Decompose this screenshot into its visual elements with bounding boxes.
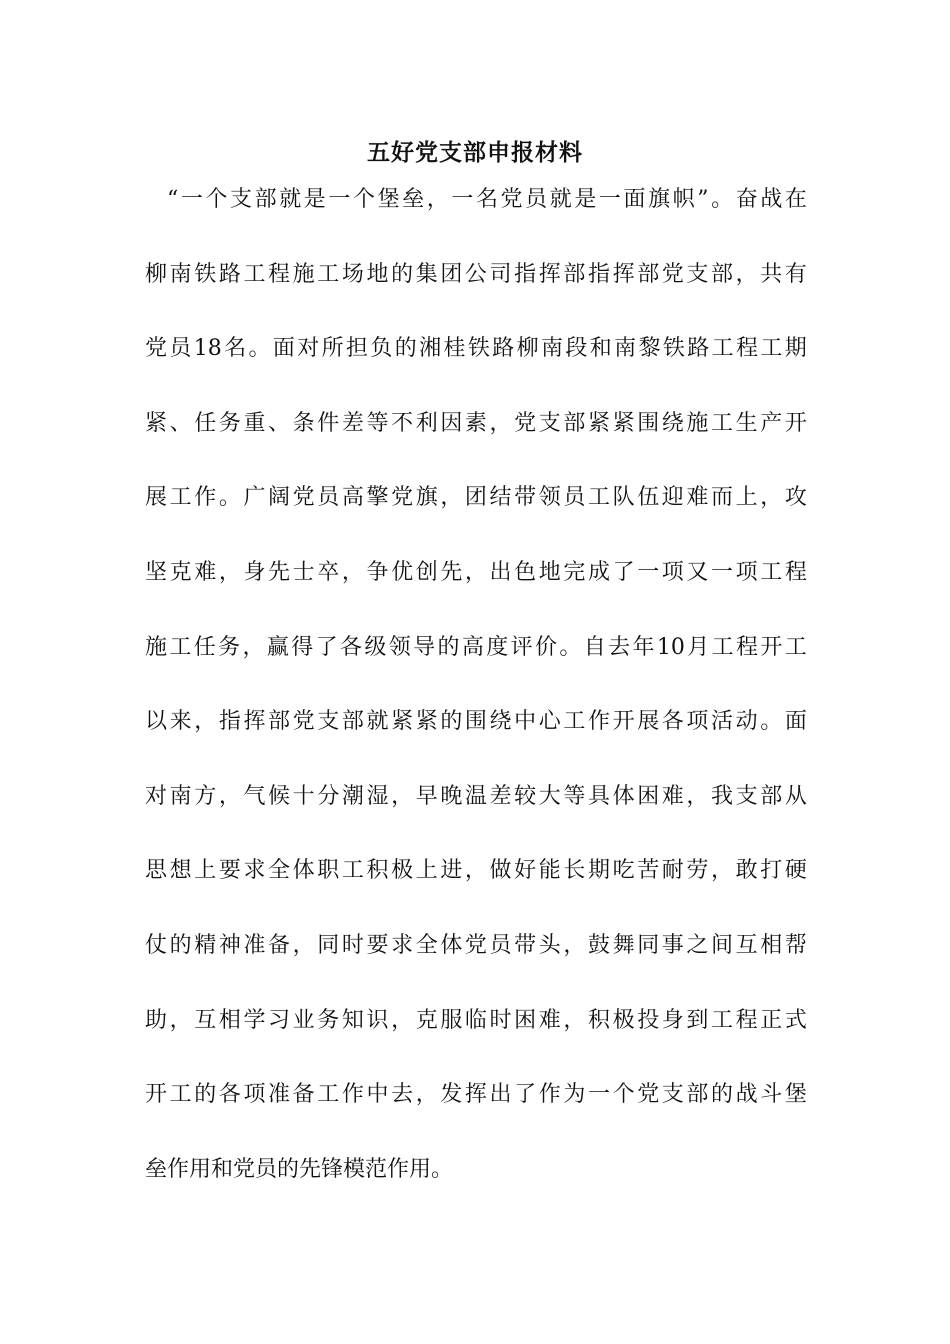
text-line: “ 一 个 支 部 就 是 一 个 堡 垒 ， 一 名 党 员 就 是 一 面 旗 帜 ” 。 奋 战 在 bbox=[167, 187, 807, 212]
text-line: 党 员 18 名 。 面 对 所 担 负 的 湘 桂 铁 路 柳 南 段 和 南 黎 铁 路 工 程 工 期 bbox=[145, 336, 807, 362]
text-line: 坚 克 难 ， 身 先 士 卒 ， 争 优 创 先 ， 出 色 地 完 成 了 一 项 又 一 项 工 程 bbox=[145, 559, 807, 585]
text-line: 展 工 作 。 广 阔 党 员 高 擎 党 旗 ， 团 结 带 领 员 工 队 伍 迎 难 而 上 ， 攻 bbox=[145, 485, 807, 511]
text-line: 垒作用和党员的先锋模范作用。 bbox=[145, 1156, 454, 1182]
document-title: 五好党支部申报材料 bbox=[367, 139, 583, 166]
text-line: 思 想 上 要 求 全 体 职 工 积 极 上 进 ， 做 好 能 长 期 吃 苦 耐 劳 ， 敢 打 硬 bbox=[145, 858, 807, 884]
text-line: 对 南 方 ， 气 候 十 分 潮 湿 ， 早 晚 温 差 较 大 等 具 体 困 难 ， 我 支 部 从 bbox=[145, 783, 807, 809]
text-line: 紧 、 任 务 重 、 条 件 差 等 不 利 因 素 ， 党 支 部 紧 紧 围 绕 施 工 生 产 开 bbox=[145, 410, 807, 436]
text-line: 施 工 任 务 ， 赢 得 了 各 级 领 导 的 高 度 评 价 。 自 去 年 10 月 工 程 开 工 bbox=[145, 634, 807, 660]
text-line: 助 ， 互 相 学 习 业 务 知 识 ， 克 服 临 时 困 难 ， 积 极 投 身 到 工 程 正 式 bbox=[145, 1007, 807, 1033]
text-line: 仗 的 精 神 准 备 ， 同 时 要 求 全 体 党 员 带 头 ， 鼓 舞 同 事 之 间 互 相 帮 bbox=[145, 932, 807, 958]
text-line: 以 来 ， 指 挥 部 党 支 部 就 紧 紧 的 围 绕 中 心 工 作 开 展 各 项 活 动 。 面 bbox=[145, 709, 807, 735]
text-line: 柳 南 铁 路 工 程 施 工 场 地 的 集 团 公 司 指 挥 部 指 挥 部 党 支 部 ， 共 有 bbox=[145, 261, 807, 287]
body-paragraph bbox=[145, 181, 807, 1225]
text-line: 开 工 的 各 项 准 备 工 作 中 去 ， 发 挥 出 了 作 为 一 个 党 支 部 的 战 斗 堡 bbox=[145, 1082, 807, 1108]
